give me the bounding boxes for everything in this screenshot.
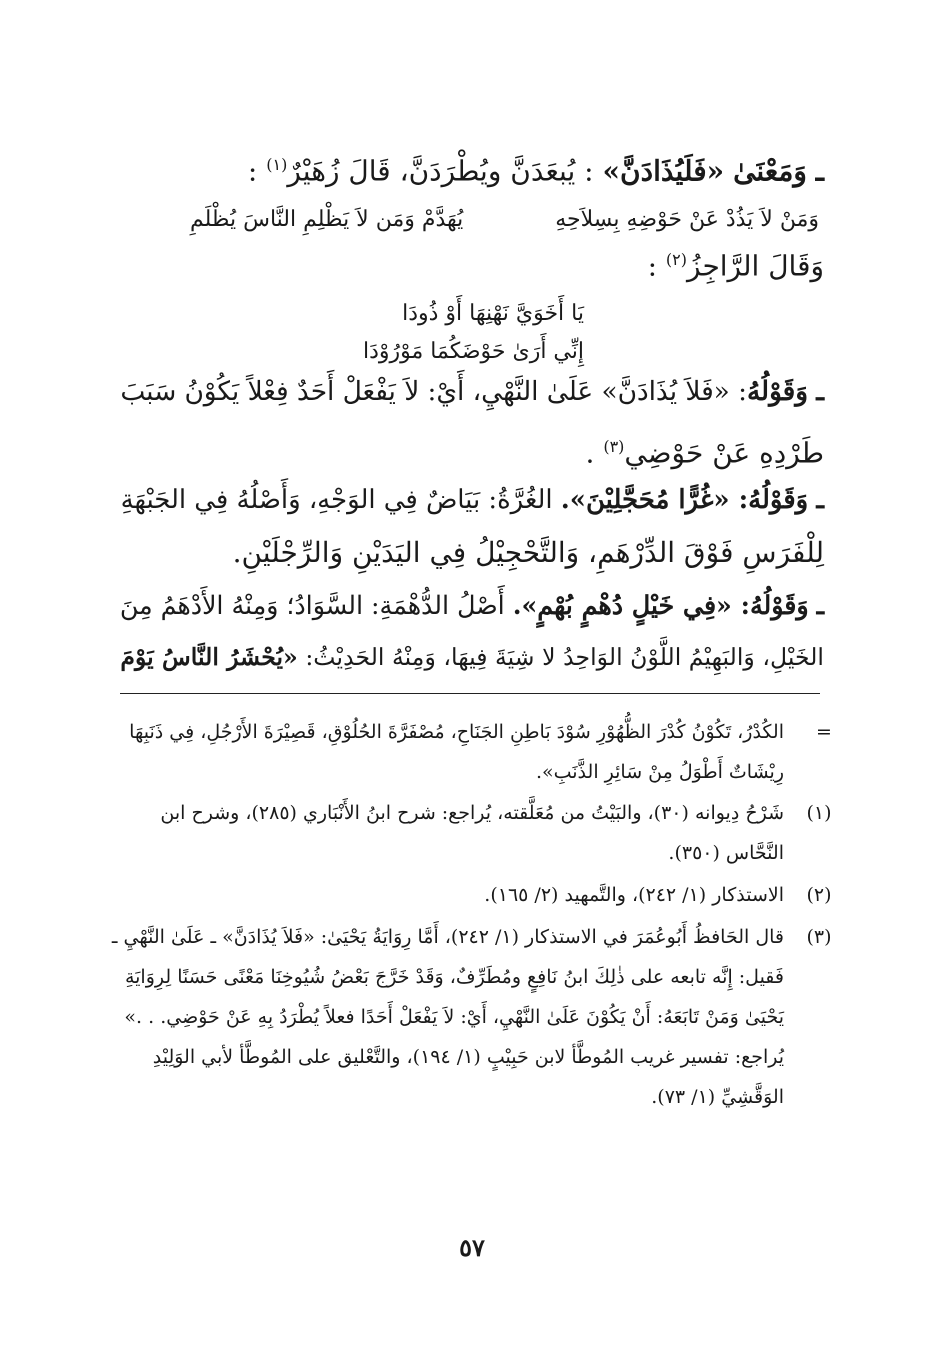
footnote-1-line-2: النَّحَّاس (٣٥٠). — [668, 842, 784, 864]
footnote-3-line-2: فَقيل: إِنَّه تابعه على ذٰلِكَ ابنُ نَافِعٍ ومُطَرِّفٌ، وَقَدْ خَرَّجَ بَعْضُ شُيُوخِنَا مَعْنًى حَسَنًا لِرِوَايَةِ — [124, 966, 784, 988]
text-line-para2 — [121, 480, 824, 520]
text-run: : — [247, 154, 258, 188]
text-line-para2-cont — [233, 533, 824, 573]
text-run: طَرْدِهِ عَنْ حَوْضِي — [624, 436, 824, 470]
lead-word: وَمَعْنَىٰ — [733, 154, 807, 188]
footnote-3-line-4: يُراجع: تفسير غريب المُوطَّأ لابن حَبِيْبٍ (١/ ١٩٤)، والتَّعْليق على المُوطَّأ لأبي الوَلِيْدِ — [152, 1046, 784, 1068]
footnote-cont-line-2: رِيْشَاتٌ أَطْوَلُ مِنْ سَائِرِ الذَّنَبِ». — [535, 761, 784, 783]
text-run: أَصْلُ الدُّهْمَةِ: السَّوَادُ؛ وَمِنْهُ الأَدْهَمُ مِنَ — [119, 591, 505, 620]
text-line-para1 — [120, 372, 824, 412]
text-line-para3-cont — [120, 637, 824, 677]
text-run: الغُرَّةُ: بَيَاضٌ فِي الوَجْهِ، وَأَصْلُهُ فِي الجَبْهَةِ — [120, 485, 553, 515]
dash-marker: ـ — [816, 590, 824, 620]
verse-first-hemistich: وَمَنْ لاَ يَذُدْ عَنْ حَوْضِهِ بِسِلاَحِهِ — [555, 207, 819, 232]
text-run: : «فَلاَ يُذَادَنَّ» عَلَىٰ النَّهْيِ، أَيْ: لاَ يَفْعَلْ أَحَدٌ فِعْلاً يَكُوْنُ سَبَبَ — [120, 377, 747, 407]
text-run: . — [585, 436, 595, 470]
footnote-3-line-5: الوَقَّشِيِّ (١/ ٧٣). — [651, 1086, 784, 1108]
dash-marker: ـ — [816, 485, 824, 515]
footnote-ref: (٢) — [665, 250, 688, 269]
footnote-ref: (١) — [266, 155, 288, 174]
page-number: ٥٧ — [459, 1233, 485, 1262]
hadith-quote: : «غُرًّا مُحَجَّلِيْنَ». — [560, 485, 749, 515]
lead-word: وَقَوْلُهُ — [746, 376, 808, 407]
hadith-quote: «يُحْشَرُ النَّاسُ يَوْمَ — [120, 643, 298, 671]
text-run: : يُبعَدَنَّ ويُطْرَدَنَّ، قَالَ زُهَيْرٌ — [287, 154, 594, 188]
footnote-number-1: (١) — [806, 802, 832, 824]
text-run: الخَيْلِ، وَالبَهِيْمُ اللَّوْنُ الوَاحِدُ لا شِيَةَ فِيهَا، وَمِنْهُ الحَدِيْثُ: — [305, 643, 824, 671]
text-line-para1-cont — [586, 427, 825, 473]
footnote-number-2: (٢) — [806, 884, 832, 906]
footnote-number-3: (٣) — [806, 926, 832, 948]
text-run: لِلْفَرَسِ فَوْقَ الدِّرْهَمِ، وَالتَّحْجِيْلُ فِي اليَدَيْنِ وَالرِّجْلَيْنِ. — [232, 536, 824, 569]
hadith-quote: «فَلَيُذَادَنَّ» — [602, 154, 725, 188]
footnote-3-line-3: يَحْيَىٰ وَمَنْ تَابَعَهُ: أَنْ يَكُوْنَ عَلَىٰ النَّهْيِ، أَيْ: لاَ يَفْعَلْ أَحَدًا فعلاً يُطْرَدُ بِهِ عَنْ حَوْضِي. . .» — [124, 1006, 784, 1028]
lead-word: وَقَوْلُهُ — [749, 590, 809, 620]
continuation-mark: = — [816, 721, 832, 743]
footnote-separator — [120, 693, 820, 694]
hadith-quote: : «فِي خَيْلٍ دُهْمٍ بُهْمٍ». — [512, 590, 750, 620]
footnote-1-line-1: شَرْحُ دِيوانه (٣٠)، والبَيْتُ من مُعَلَّقته، يُراجع: شرح ابنُ الأَنْبَاري (٢٨٥)، وشرح ابن — [160, 802, 784, 824]
text-line-1 — [248, 145, 824, 191]
text-run: وَقَالَ الرَّاجِزُ — [687, 249, 824, 283]
dash-marker: ـ — [815, 154, 824, 188]
text-line-3 — [648, 240, 824, 286]
text-run: : — [647, 249, 658, 283]
footnote-ref: (٣) — [603, 437, 625, 456]
rajaz-line-2: إِنِّي أَرَىٰ حَوْضَكُمَا مَوْرُوْدَا — [362, 339, 584, 364]
verse-second-hemistich: يُهَدَّمْ وَمَن لاَ يَظْلِمِ النَّاسَ يُظْلَمِ — [190, 207, 464, 232]
footnote-3-line-1: قال الحَافظُ أَبُوعُمَرَ في الاستذكار (١/ ٢٤٢)، أَمَّا رِوَايَةُ يَحْيَىٰ: «فَلاَ يُذَادَنَّ» ـ عَلَىٰ النَّهْيِ ـ — [111, 926, 784, 948]
lead-word: وَقَوْلُهُ — [748, 485, 809, 515]
text-line-para3 — [120, 585, 824, 626]
rajaz-line-1: يَا أَخَوَيَّ نَهْنِهَا أَوْ ذُودَا — [402, 301, 584, 326]
dash-marker: ـ — [816, 376, 824, 407]
footnote-cont-line-1: الكُدْرُ، تَكُوْنُ كُدْرَ الظُّهُوْرِ سُوْدَ بَاطِنِ الجَنَاحِ، مُصْفَرَّةَ الحُلُوْقِ، قَصِيْرَةَ الأَرْجُلِ، فِي ذَنَبِهَا — [129, 721, 784, 743]
footnote-2-line-1: الاستذكار (١/ ٢٤٢)، والتَّمهيد (٢/ ١٦٥). — [484, 884, 784, 906]
